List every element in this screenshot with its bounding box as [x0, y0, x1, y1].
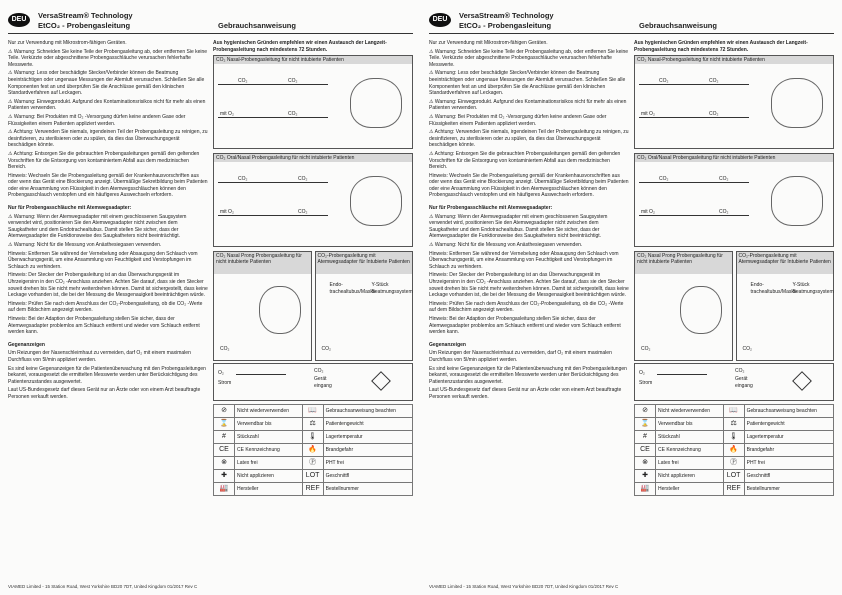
symbol-label: Gebrauchsanweisung beachten: [323, 405, 412, 418]
airway-adapter-box: [315, 251, 414, 361]
co2-label: CO₂: [659, 176, 669, 183]
flow-arrow: [639, 117, 749, 118]
note-text: Hinweis: Wechseln Sie die Probengasleitung gemäß der Krankenhausvorschriften aus oder wenn das Gerät eine Blockierung anzeigt. Übermäßige Sekretbildung beim Patienten oder eine Ansammlung von Flüssigkeit in den Atemwegsschläuchen können den Probengasschlauch verstopfen und ein häufigeres Auswechseln erfordern.: [8, 172, 208, 199]
warning-text: ⚠ Warnung: Wenn der Atemwegsadapter mit einem geschlossenen Saugsystem verwendet wird, positionieren Sie den Atemwegsadapter nicht zwischen dem Saugkatheter und dem Endotrachealtubus. Damit stellen Sie sicher, dass der Atemwegsadapter die Funktionsweise des Saugkatheters nicht beeinträchtigt.: [429, 214, 629, 240]
symbol-icon: ⚖: [302, 418, 323, 431]
symbol-icon: ⌛: [214, 418, 235, 431]
endotracheal-label: Endo-trachealtubus/Maske: [750, 282, 797, 295]
flow-arrow: [639, 182, 749, 183]
co2-label: CO₂: [238, 176, 248, 183]
symbol-row: [214, 444, 413, 457]
symbol-icon: ⌛: [635, 418, 656, 431]
symbol-label: Nicht applizieren: [656, 470, 724, 483]
symbol-legend-table: [634, 404, 834, 496]
endotracheal-label: Endo-trachealtubus/Maske: [329, 282, 376, 295]
prong-and-adapter-boxes: [634, 251, 834, 361]
symbol-row: [214, 405, 413, 418]
note-text: Hinweis: Entfernen Sie während der Vernebelung oder Absaugung den Schlauch vom Überwachungsgerät, um eine Ansammlung von Feuchtigkeit und Verstopfungen im Schlauch zu verhindern.: [429, 250, 619, 270]
section-heading: Nur für Probengasschläuche mit Atemwegsadapter:: [8, 205, 132, 212]
note-text: Hinweis: Prüfen Sie nach dem Anschluss der CO₂-Probengasleitung, ob die CO₂ -Werte auf dem Bildschirm angezeigt werden.: [8, 300, 203, 314]
section-heading: Gegenanzeigen: [429, 341, 466, 348]
o2-flow-row: [218, 209, 338, 225]
y-piece-label: Y-Stück Beatmungssystem: [792, 282, 834, 295]
symbol-icon: REF: [723, 483, 744, 496]
warning-text: ⚠ Warnung: Nicht für die Messung von Anästhesiegasen verwenden.: [429, 242, 629, 249]
symbol-icon: ⊗: [214, 457, 235, 470]
tube-line: [236, 374, 286, 375]
flow-arrow: [218, 84, 328, 85]
warning-text: ⚠ Warnung: Wenn der Atemwegsadapter mit einem geschlossenen Saugsystem verwendet wird, positionieren Sie den Atemwegsadapter nicht zwischen dem Saugkatheter und dem Endotrachealtubus. Damit stellen Sie sicher, dass der Atemwegsadapter die Funktionsweise des Saugkatheters nicht beeinträchtigt.: [8, 214, 208, 240]
symbol-label: Lagertemperatur: [323, 431, 412, 444]
product-subtitle: EtCO₂ - Probengasleitung: [38, 21, 131, 30]
o2-label: O₂: [639, 370, 645, 377]
co2-label: CO₂: [719, 209, 729, 216]
warning-text: ⚠ Warnung: Einwegprodukt. Aufgrund des Kontaminationsrisikos nicht für mehr als einen Patienten verwenden.: [429, 99, 629, 112]
connector-icon: [792, 371, 812, 391]
y-piece-label: Y-Stück Beatmungssystem: [371, 282, 413, 295]
device-input-label: Gerät eingang: [735, 376, 753, 389]
symbol-row: [635, 405, 834, 418]
diagram-column: [634, 40, 834, 496]
symbol-row: [635, 483, 834, 496]
note-text: Um Reizungen der Nasenschleimhaut zu vermeiden, darf O₂ mit einem maximalen Durchfluss von 5l/min appliziert werden.: [8, 350, 191, 363]
flow-arrow: [639, 215, 749, 216]
symbol-label: Bestellnummer: [323, 483, 412, 496]
symbol-icon: Ⓟ: [302, 457, 323, 470]
symbol-label: Nicht wiederverwenden: [656, 405, 724, 418]
warnings-column: [8, 40, 208, 403]
symbol-icon: CE: [214, 444, 235, 457]
warning-text: ⚠ Warnung: Less oder beschädigte Stecker/Verbinder können die Beatmung beeinträchtigen oder ungenaue Messungen der Atemluft verursachen. Schließen Sie alle Komponenten fest an und überprüfen Sie die Anschlüsse gemäß den klinischen Standardverfahren auf Leckagen.: [8, 70, 208, 96]
symbol-icon: LOT: [302, 470, 323, 483]
symbol-label: Hersteller: [656, 483, 724, 496]
symbol-label: Nicht applizieren: [235, 470, 303, 483]
strom-label: Strom: [218, 380, 232, 387]
note-text: Hinweis: Bei der Adaption der Probengasleitung stellen Sie sicher, dass der Atemwegsadapter problemlos am Schlauch entfernt und wieder vom Schlauch entfernt werden kann.: [8, 315, 200, 336]
section-heading: Nur für Probengasschläuche mit Atemwegsadapter:: [429, 205, 553, 212]
warning-text: ⚠ Warnung: Schneiden Sie keine Teile der Probengasleitung ab, oder entfernen Sie keine Teile. Verkürzte oder abgeschnittene Probengasschläuche verursachen fehlerhafte Messwerte.: [429, 49, 629, 69]
device-input-label: Gerät eingang: [314, 376, 332, 389]
o2-flow-row: [218, 111, 338, 127]
co2-label: CO₂: [288, 111, 298, 118]
symbol-label: Stückzahl: [235, 431, 303, 444]
note-text: Um Reizungen der Nasenschleimhaut zu vermeiden, darf O₂ mit einem maximalen Durchfluss von 5l/min appliziert werden.: [429, 350, 612, 363]
note-text: Hinweis: Der Stecker der Probengasleitung ist an das Überwachungsgerät im Uhrzeigersinn in den CO₂ -Anschluss anziehen. Achten Sie darauf, dass sie den Stecker soweit drehen bis Sie nicht mehr weiterdrehen können. Damit ist sichergestellt, dass keine Leckage vorhanden ist, die bei der Messung die Messgenauigkeit beeinträchtigen würde.: [429, 272, 629, 299]
symbol-row: [214, 483, 413, 496]
warning-text: ⚠ Warnung: Less oder beschädigte Stecker/Verbinder können die Beatmung beeinträchtigen oder ungenaue Messungen der Atemluft verursachen. Schließen Sie alle Komponenten fest an und überprüfen Sie die Anschlüsse gemäß den klinischen Standardverfahren auf Leckagen.: [429, 70, 629, 96]
symbol-label: Patientengewicht: [323, 418, 412, 431]
co2-flow-row: [639, 78, 759, 94]
symbol-label: PHT frei: [744, 457, 833, 470]
o2-supply-diagram: [213, 363, 413, 401]
footer: VIAMED Limited - 15 Station Road, West Yorkshire BD20 7DT, United Kingdom 01/2017 Rev C: [429, 584, 619, 589]
brand-title: VersaStream® Technology: [38, 11, 133, 20]
with-o2-label: mit O₂: [641, 111, 655, 118]
symbol-row: [635, 457, 834, 470]
co2-label: CO₂: [719, 176, 729, 183]
symbol-icon: ⚖: [723, 418, 744, 431]
patient-face-illustration: [350, 78, 402, 128]
co2-label: CO₂: [238, 78, 248, 85]
warning-text: ⚠ Achtung: Verwenden Sie niemals, irgendeinen Teil der Probengasleitung zu reinigen, zu desinfizieren, zu sterilisieren oder zu spülen, da dies das Überwachungsgerät beschädigen könnte.: [8, 129, 208, 149]
with-o2-label: mit O₂: [220, 209, 234, 216]
warning-text: ⚠ Warnung: Einwegprodukt. Aufgrund des Kontaminationsrisikos nicht für mehr als einen Patienten verwenden.: [8, 99, 208, 112]
product-subtitle: EtCO₂ - Probengasleitung: [459, 21, 552, 30]
strom-label: Strom: [639, 380, 653, 387]
symbol-icon: #: [214, 431, 235, 444]
co2-label: CO₂: [298, 209, 308, 216]
symbol-label: Bestellnummer: [744, 483, 833, 496]
symbol-row: [214, 418, 413, 431]
warnings-column: [429, 40, 629, 403]
flow-arrow: [218, 117, 328, 118]
symbol-label: Latex frei: [235, 457, 303, 470]
with-o2-label: mit O₂: [641, 209, 655, 216]
symbol-icon: CE: [635, 444, 656, 457]
symbol-label: PHT frei: [323, 457, 412, 470]
symbol-icon: 🌡: [723, 431, 744, 444]
symbol-icon: 🔥: [302, 444, 323, 457]
note-text: Hinweis: Entfernen Sie während der Vernebelung oder Absaugung den Schlauch vom Überwachungsgerät, um eine Ansammlung von Feuchtigkeit und Verstopfungen im Schlauch zu verhindern.: [8, 250, 198, 270]
symbol-icon: 📖: [723, 405, 744, 418]
o2-label: O₂: [218, 370, 224, 377]
prong-and-adapter-boxes: [213, 251, 413, 361]
warning-text: ⚠ Warnung: Bei Produkten mit O₂ -Versorgung dürfen keine anderen Gase oder Flüssigkeiten einem Patienten appliziert werden.: [8, 114, 208, 127]
nasal-prong-box: [634, 251, 733, 361]
symbol-label: Nicht wiederverwenden: [235, 405, 303, 418]
flow-arrow: [639, 84, 749, 85]
co2-label: CO₂: [742, 345, 752, 352]
symbol-label: Hersteller: [235, 483, 303, 496]
symbol-label: CE Kennzeichnung: [656, 444, 724, 457]
symbol-label: Latex frei: [656, 457, 724, 470]
symbol-label: Geschnittfl: [323, 470, 412, 483]
co2-label: CO₂: [709, 111, 719, 118]
note-text: Es sind keine Gegenanzeigen für die Patientenüberwachung mit den Probengasleitungen bekannt, vorausgesetzt die ermittelten Messwerte werden unter Berücksichtigung des Patientenzustandes ausgewertet.: [8, 365, 206, 385]
co2-label: CO₂: [314, 368, 324, 375]
symbol-icon: 📖: [302, 405, 323, 418]
oral-nasal-box-title: CO₂ Oral/Nasal Probengasleitung für nicht intubierte Patienten: [214, 154, 412, 162]
co2-label: CO₂: [709, 78, 719, 85]
flow-arrow: [218, 215, 328, 216]
symbol-label: Stückzahl: [656, 431, 724, 444]
usage-title: Gebrauchsanweisung: [639, 21, 717, 30]
symbol-icon: #: [635, 431, 656, 444]
footer: VIAMED Limited - 15 Station Road, West Yorkshire BD20 7DT, United Kingdom 01/2017 Rev C: [8, 584, 198, 589]
symbol-label: Lagertemperatur: [744, 431, 833, 444]
patient-face-illustration: [259, 286, 301, 334]
nasal-diagram-box: [213, 55, 413, 149]
symbol-icon: 🔥: [723, 444, 744, 457]
connector-icon: [371, 371, 391, 391]
nasal-prong-box: [213, 251, 312, 361]
symbol-label: Verwendbar bis: [656, 418, 724, 431]
symbol-row: [214, 431, 413, 444]
note-text: Hinweis: Bei der Adaption der Probengasleitung stellen Sie sicher, dass der Atemwegsadapter problemlos am Schlauch entfernt und wieder vom Schlauch entfernt werden kann.: [429, 315, 621, 336]
note-text: Laut US-Bundesgesetz darf dieses Gerät nur an Ärzte oder von einem Arzt beauftragte Personen verkauft werden.: [429, 387, 622, 400]
header: [8, 11, 413, 35]
intro-text: Aus hygienischen Gründen empfehlen wir einen Austausch der Langzeit-Probengasleitung nach mindestens 72 Stunden.: [213, 40, 387, 53]
language-badge: DEU: [8, 13, 30, 27]
nasal-box-title: CO₂ Nasal-Probengasleitung für nicht intubierte Patienten: [635, 56, 833, 64]
symbol-label: Gebrauchsanweisung beachten: [744, 405, 833, 418]
diagram-column: [213, 40, 413, 496]
symbol-row: [635, 418, 834, 431]
co2-label: CO₂: [641, 345, 651, 352]
symbol-label: Brandgefahr: [744, 444, 833, 457]
symbol-label: Verwendbar bis: [235, 418, 303, 431]
symbol-label: CE Kennzeichnung: [235, 444, 303, 457]
language-badge: DEU: [429, 13, 451, 27]
header-divider: [8, 33, 413, 34]
symbol-icon: Ⓟ: [723, 457, 744, 470]
note-text: Hinweis: Der Stecker der Probengasleitung ist an das Überwachungsgerät im Uhrzeigersinn in den CO₂ -Anschluss anziehen. Achten Sie darauf, dass sie den Stecker soweit drehen bis Sie nicht mehr weiterdrehen können. Damit ist sichergestellt, dass keine Leckage vorhanden ist, die bei der Messung die Messgenauigkeit beeinträchtigen würde.: [8, 272, 208, 299]
nasal-prong-title: CO₂ Nasal Prong Probengasleitung für nicht intubierte Patienten: [214, 252, 311, 274]
section-heading: Gegenanzeigen: [8, 341, 45, 348]
page-right: [421, 0, 842, 595]
o2-flow-row: [639, 209, 759, 225]
co2-label: CO₂: [659, 78, 669, 85]
o2-supply-diagram: [634, 363, 834, 401]
oral-nasal-diagram-box: [213, 153, 413, 247]
header: [429, 11, 834, 35]
symbol-label: Patientengewicht: [744, 418, 833, 431]
symbol-row: [214, 470, 413, 483]
symbol-row: [635, 444, 834, 457]
note-text: Nur zur Verwendung mit Mikrostrom-fähigen Geräten.: [8, 40, 127, 46]
brand-title: VersaStream® Technology: [459, 11, 554, 20]
airway-adapter-box: [736, 251, 835, 361]
symbol-row: [635, 470, 834, 483]
co2-flow-row: [639, 176, 759, 192]
symbol-icon: 🏭: [635, 483, 656, 496]
warning-text: ⚠ Achtung: Verwenden Sie niemals, irgendeinen Teil der Probengasleitung zu reinigen, zu desinfizieren, zu sterilisieren oder zu spülen, da dies das Überwachungsgerät beschädigen könnte.: [429, 129, 629, 149]
symbol-label: Geschnittfl: [744, 470, 833, 483]
warning-text: ⚠ Warnung: Bei Produkten mit O₂ -Versorgung dürfen keine anderen Gase oder Flüssigkeiten einem Patienten appliziert werden.: [429, 114, 629, 127]
airway-adapter-title: CO₂-Probengasleitung mit Atemwegsadapter für Intubierte Patienten: [737, 252, 834, 274]
symbol-icon: 🌡: [302, 431, 323, 444]
patient-face-illustration: [771, 176, 823, 226]
co2-label: CO₂: [220, 345, 230, 352]
patient-face-illustration: [771, 78, 823, 128]
nasal-box-title: CO₂ Nasal-Probengasleitung für nicht intubierte Patienten: [214, 56, 412, 64]
note-text: Laut US-Bundesgesetz darf dieses Gerät nur an Ärzte oder von einem Arzt beauftragte Personen verkauft werden.: [8, 387, 201, 400]
symbol-icon: ✚: [214, 470, 235, 483]
with-o2-label: mit O₂: [220, 111, 234, 118]
co2-flow-row: [218, 78, 338, 94]
patient-face-illustration: [680, 286, 722, 334]
warning-text: ⚠ Warnung: Schneiden Sie keine Teile der Probengasleitung ab, oder entfernen Sie keine Teile. Verkürzte oder abgeschnittene Probengasschläuche verursachen fehlerhafte Messwerte.: [8, 49, 208, 69]
nasal-prong-title: CO₂ Nasal Prong Probengasleitung für nicht intubierte Patienten: [635, 252, 732, 274]
note-text: Es sind keine Gegenanzeigen für die Patientenüberwachung mit den Probengasleitungen bekannt, vorausgesetzt die ermittelten Messwerte werden unter Berücksichtigung des Patientenzustandes ausgewertet.: [429, 365, 627, 385]
flow-arrow: [218, 182, 328, 183]
note-text: Hinweis: Wechseln Sie die Probengasleitung gemäß der Krankenhausvorschriften aus oder wenn das Gerät eine Blockierung anzeigt. Übermäßige Sekretbildung beim Patienten oder eine Ansammlung von Flüssigkeit in den Atemwegsschläuchen können den Probengasschlauch verstopfen und ein häufigeres Auswechseln erfordern.: [429, 172, 629, 199]
symbol-icon: ⊘: [635, 405, 656, 418]
co2-label: CO₂: [288, 78, 298, 85]
co2-label: CO₂: [298, 176, 308, 183]
nasal-diagram-box: [634, 55, 834, 149]
warning-text: ⚠ Achtung: Entsorgen Sie die gebrauchten Probengasleitungen gemäß den geltenden Vorschriften für die Entsorgung von kontaminiertem Abfall aus dem medizinischen Bereich.: [8, 151, 208, 171]
intro-text: Aus hygienischen Gründen empfehlen wir einen Austausch der Langzeit-Probengasleitung nach mindestens 72 Stunden.: [634, 40, 808, 53]
symbol-icon: ⊘: [214, 405, 235, 418]
note-text: Nur zur Verwendung mit Mikrostrom-fähigen Geräten.: [429, 40, 548, 46]
co2-label: CO₂: [735, 368, 745, 375]
symbol-icon: ✚: [635, 470, 656, 483]
symbol-row: [214, 457, 413, 470]
symbol-icon: REF: [302, 483, 323, 496]
symbol-icon: ⊗: [635, 457, 656, 470]
symbol-icon: LOT: [723, 470, 744, 483]
usage-title: Gebrauchsanweisung: [218, 21, 296, 30]
co2-flow-row: [218, 176, 338, 192]
note-text: Hinweis: Prüfen Sie nach dem Anschluss der CO₂-Probengasleitung, ob die CO₂ -Werte auf dem Bildschirm angezeigt werden.: [429, 300, 624, 314]
oral-nasal-box-title: CO₂ Oral/Nasal Probengasleitung für nicht intubierte Patienten: [635, 154, 833, 162]
warning-text: ⚠ Warnung: Nicht für die Messung von Anästhesiegasen verwenden.: [8, 242, 208, 249]
symbol-legend-table: [213, 404, 413, 496]
tube-line: [657, 374, 707, 375]
symbol-label: Brandgefahr: [323, 444, 412, 457]
oral-nasal-diagram-box: [634, 153, 834, 247]
header-divider: [429, 33, 834, 34]
warning-text: ⚠ Achtung: Entsorgen Sie die gebrauchten Probengasleitungen gemäß den geltenden Vorschriften für die Entsorgung von kontaminiertem Abfall aus dem medizinischen Bereich.: [429, 151, 629, 171]
patient-face-illustration: [350, 176, 402, 226]
symbol-icon: 🏭: [214, 483, 235, 496]
co2-label: CO₂: [321, 345, 331, 352]
symbol-row: [635, 431, 834, 444]
o2-flow-row: [639, 111, 759, 127]
airway-adapter-title: CO₂-Probengasleitung mit Atemwegsadapter für Intubierte Patienten: [316, 252, 413, 274]
